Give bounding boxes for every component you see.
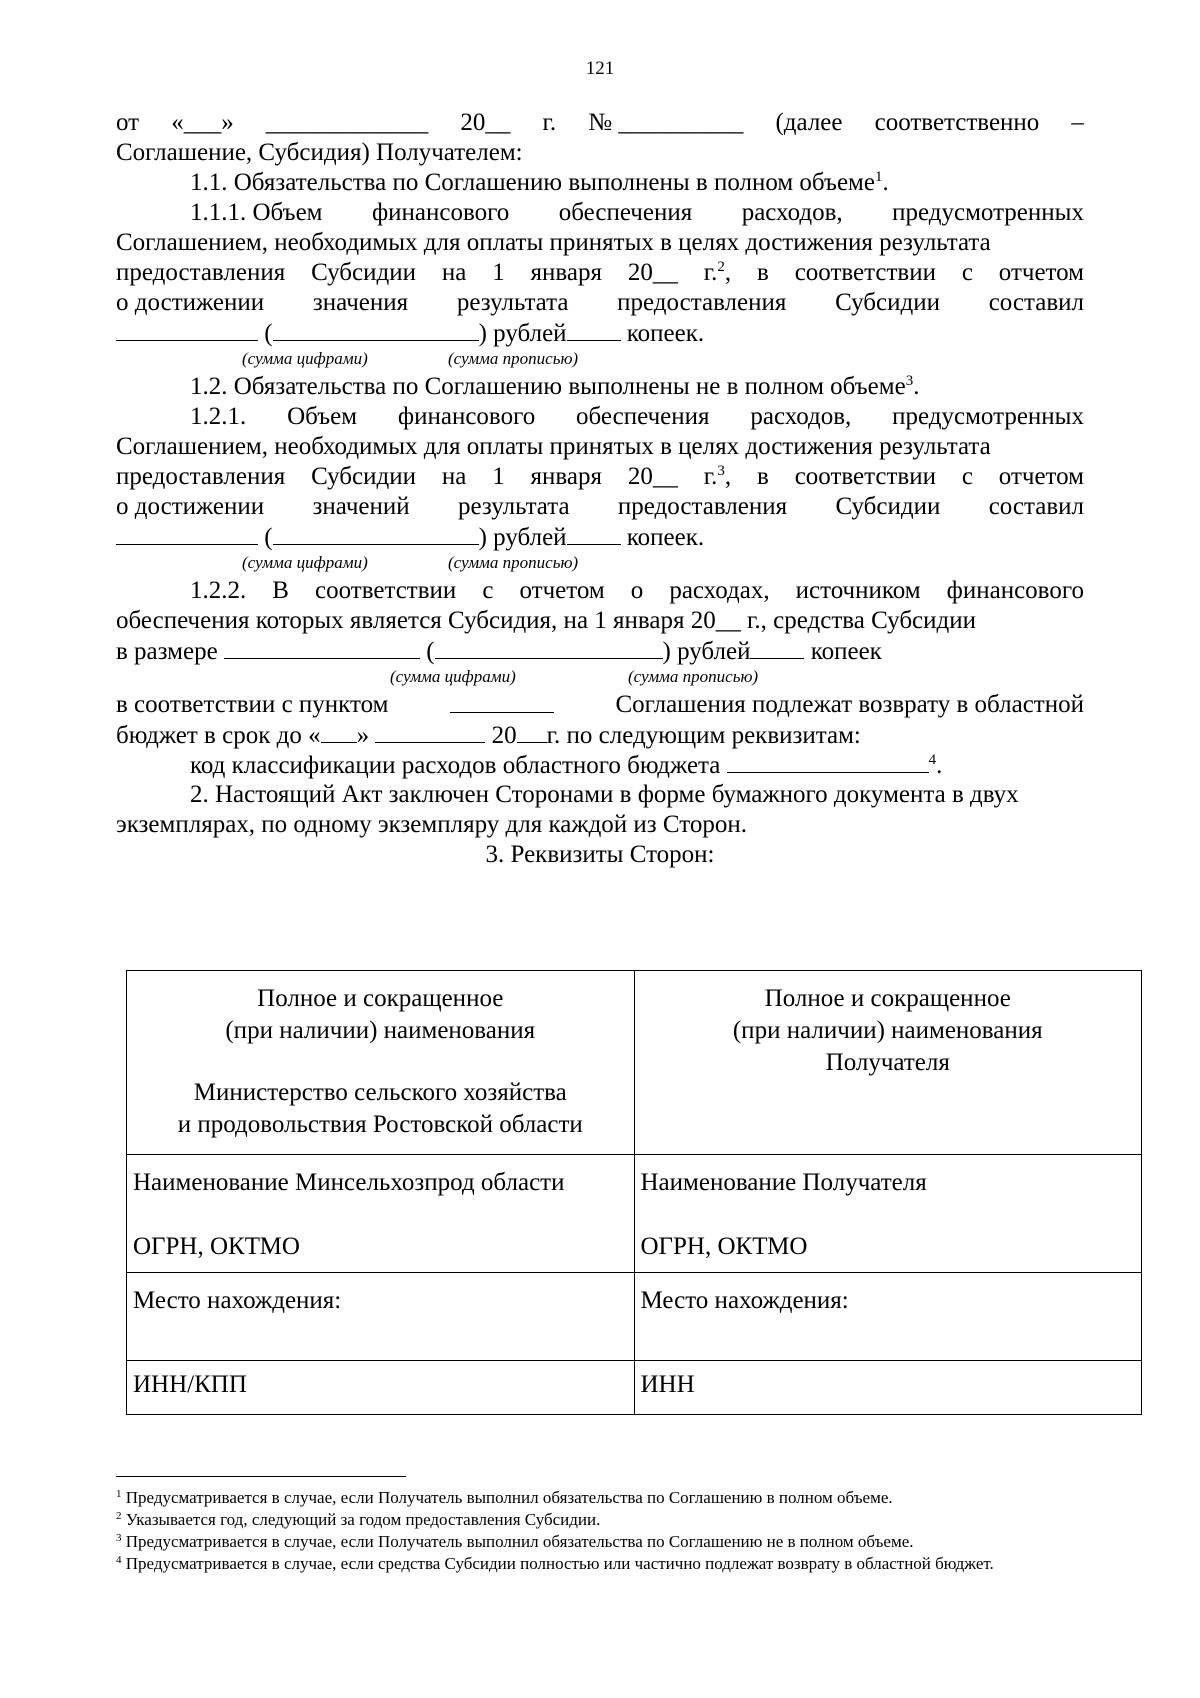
footnote: $^4$ Предусматривается в случае, если средства Субсидии полностью или частично подлежат возврату в областной бюджет.	[116, 1554, 994, 1573]
requisites-table	[126, 970, 1142, 1415]
clause-number-blank	[450, 690, 554, 713]
paragraph-text: Соглашением, необходимых для оплаты принятых в целях достижения результата	[116, 433, 991, 460]
paragraph-text: экземплярах, по одному экземпляру для каждой из Сторон.	[116, 811, 748, 838]
recipient-address-cell: Место нахождения:	[634, 1273, 1142, 1361]
footnote: $^3$ Предусматривается в случае, если Получатель выполнил обязательства по Соглашению не в полном объеме.	[116, 1532, 914, 1551]
page-number: 121	[585, 58, 615, 79]
table-row	[127, 1155, 1142, 1273]
budget-code-line: код классификации расходов областного бюджета $^4$.	[190, 752, 943, 779]
footnote-ref: 3	[905, 373, 914, 389]
amount-digits-blank	[224, 636, 420, 659]
caption-words: (сумма прописью)	[628, 667, 759, 686]
recipient-ogrn-cell: Наименование Получателя ОГРН, ОКТМО	[634, 1155, 1142, 1273]
agreement-ref-line: от «___» _____________ 20__ г. № __________ (далее соответственно –	[116, 109, 1084, 136]
paragraph-text: бюджет в срок до « » 20 г. по следующим реквизитам:	[116, 722, 861, 749]
footnote-ref: 4	[928, 752, 937, 768]
clause-1-1-1: 1.1.1. Объем финансового обеспечения расходов, предусмотренных	[190, 199, 1084, 226]
clause-2: 2. Настоящий Акт заключен Сторонами в форме бумажного документа в двух	[190, 781, 1019, 808]
paragraph-text: о достижении значений результата предоставления Субсидии составил	[116, 493, 1084, 520]
footnote-ref: 3	[717, 463, 725, 479]
caption-words: (сумма прописью)	[448, 553, 579, 572]
kopecks-blank	[567, 522, 621, 545]
kopecks-blank	[567, 318, 621, 341]
footnote-ref: 1	[874, 169, 883, 185]
clause-1-2: 1.2. Обязательства по Соглашению выполнены не в полном объеме$^3$.	[190, 373, 920, 400]
clause-1-2-1: 1.2.1. Объем финансового обеспечения расходов, предусмотренных	[190, 403, 1084, 430]
table-row	[127, 1273, 1142, 1361]
amount-digits-blank	[116, 522, 258, 545]
day-blank	[321, 720, 357, 743]
ministry-name-cell: Полное и сокращенное (при наличии) наименования Министерство сельского хозяйства и продовольствия Ростовской области	[127, 971, 635, 1155]
recipient-inn-cell: ИНН	[634, 1361, 1142, 1415]
clause-1-2-2: 1.2.2. В соответствии с отчетом о расходах, источником финансового	[190, 577, 1084, 604]
ministry-address-cell: Место нахождения:	[127, 1273, 635, 1361]
paragraph-text: обеспечения которых является Субсидия, на 1 января 20__ г., средства Субсидии	[116, 607, 976, 634]
clause-1-1: 1.1. Обязательства по Соглашению выполнены в полном объеме$^1$.	[190, 169, 889, 196]
kopecks-blank	[750, 636, 804, 659]
section-3-title: 3. Реквизиты Сторон:	[485, 841, 715, 868]
caption-digits: (сумма цифрами)	[242, 349, 368, 368]
caption-digits: (сумма цифрами)	[242, 553, 368, 572]
table-row	[127, 1361, 1142, 1415]
amount-words-blank	[273, 318, 479, 341]
month-blank	[375, 720, 485, 743]
amount-line: в размере ( ) рублей копеек	[116, 638, 882, 665]
footnote-separator	[116, 1476, 406, 1477]
amount-digits-blank	[116, 318, 258, 341]
caption-words: (сумма прописью)	[448, 349, 579, 368]
ministry-inn-cell: ИНН/КПП	[127, 1361, 635, 1415]
ministry-ogrn-cell: Наименование Минсельхозпрод области ОГРН, ОКТМО	[127, 1155, 635, 1273]
paragraph-text: в соответствии с пунктом Соглашения подлежат возврату в областной	[116, 691, 1084, 718]
paragraph-text: предоставления Субсидии на 1 января 20__ г.$^2$, в соответствии с отчетом	[116, 259, 1084, 286]
year-blank	[517, 720, 547, 743]
footnote: $^2$ Указывается год, следующий за годом предоставления Субсидии.	[116, 1510, 601, 1529]
recipient-name-cell: Полное и сокращенное (при наличии) наименования Получателя	[634, 971, 1142, 1155]
footnote-ref: 2	[717, 259, 725, 275]
amount-line: ( ) рублей копеек.	[116, 522, 1084, 553]
amount-words-blank	[435, 636, 663, 659]
amount-words-blank	[273, 522, 479, 545]
table-row	[127, 971, 1142, 1155]
footnote: $^1$ Предусматривается в случае, если Получатель выполнил обязательства по Соглашению в полном объеме.	[116, 1488, 893, 1507]
paragraph-text: Соглашение, Субсидия) Получателем:	[116, 139, 523, 166]
paragraph-text: о достижении значения результата предоставления Субсидии составил	[116, 289, 1084, 316]
amount-line: ( ) рублей копеек.	[116, 318, 1084, 349]
caption-digits: (сумма цифрами)	[390, 667, 516, 686]
paragraph-text: Соглашением, необходимых для оплаты принятых в целях достижения результата	[116, 229, 991, 256]
paragraph-text: предоставления Субсидии на 1 января 20__ г.$^3$, в соответствии с отчетом	[116, 463, 1084, 490]
budget-code-blank	[727, 750, 929, 773]
